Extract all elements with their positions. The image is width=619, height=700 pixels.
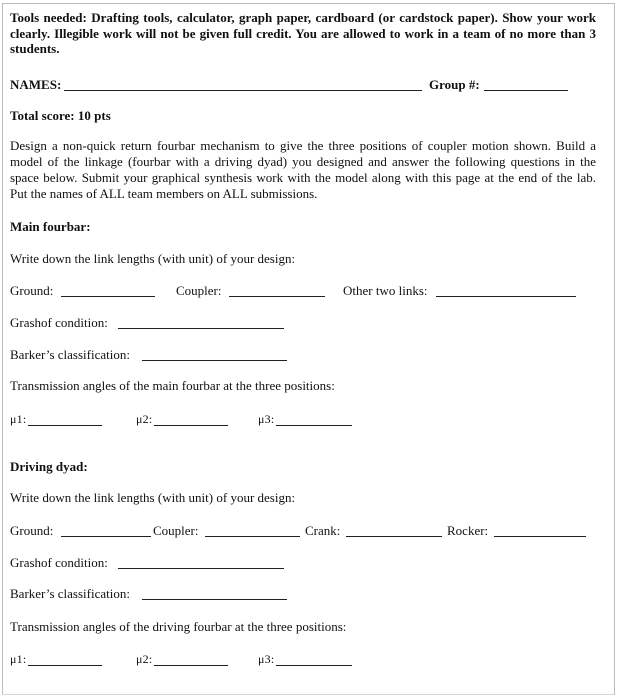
main-transmission-prompt: Transmission angles of the main fourbar at the three positions:: [10, 378, 335, 393]
main-grashof-field[interactable]: [118, 316, 284, 329]
total-score: Total score: 10 pts: [10, 108, 111, 123]
main-mu2-label: μ2:: [136, 412, 153, 426]
driving-dyad-heading: Driving dyad:: [10, 459, 88, 474]
dyad-barker-field[interactable]: [142, 587, 287, 600]
dyad-mu1-label: μ1:: [10, 652, 27, 666]
group-number-field[interactable]: [484, 78, 568, 91]
dyad-barker-label: Barker’s classification:: [10, 586, 130, 601]
dyad-grashof-label: Grashof condition:: [10, 555, 108, 570]
names-field[interactable]: [64, 78, 422, 91]
dyad-mu2-label: μ2:: [136, 652, 153, 666]
main-link-prompt: Write down the link lengths (with unit) of your design:: [10, 251, 296, 266]
dyad-grashof-field[interactable]: [118, 556, 284, 569]
main-coupler-field[interactable]: [229, 284, 325, 297]
main-barker-field[interactable]: [142, 348, 287, 361]
instructions-paragraph: Design a non-quick return fourbar mechanism to give the three positions of coupler motion shown. Build a model of the linkage (fourbar with a driving dyad) you designed and answer the following questions in the space below. Submit your graphical synthesis work with the model along with this page at the end of the lab. Put the names of ALL team members on ALL submissions.: [10, 138, 596, 201]
dyad-mu1-field[interactable]: [28, 653, 102, 666]
tools-needed-text: Tools needed: Drafting tools, calculator, graph paper, cardboard (or cardstock paper). Show your work clearly. Illegible work will not be given full credit. You are allowed to work in a team of no more than 3 students.: [10, 10, 596, 56]
dyad-ground-label: Ground:: [10, 523, 54, 538]
dyad-mu3-field[interactable]: [276, 653, 352, 666]
main-barker-label: Barker’s classification:: [10, 347, 130, 362]
dyad-mu2-field[interactable]: [154, 653, 228, 666]
dyad-ground-field[interactable]: [61, 524, 151, 537]
dyad-crank-label: Crank:: [305, 523, 341, 538]
main-ground-label: Ground:: [10, 283, 54, 298]
main-other-links-field[interactable]: [436, 284, 576, 297]
dyad-mu3-label: μ3:: [258, 652, 275, 666]
dyad-coupler-label: Coupler:: [153, 523, 199, 538]
main-mu1-label: μ1:: [10, 412, 27, 426]
dyad-rocker-label: Rocker:: [447, 523, 489, 538]
dyad-coupler-field[interactable]: [205, 524, 300, 537]
main-grashof-label: Grashof condition:: [10, 315, 108, 330]
dyad-rocker-field[interactable]: [494, 524, 586, 537]
dyad-crank-field[interactable]: [346, 524, 442, 537]
group-label: Group #:: [429, 77, 480, 92]
main-mu2-field[interactable]: [154, 413, 228, 426]
main-mu3-label: μ3:: [258, 412, 275, 426]
main-coupler-label: Coupler:: [176, 283, 222, 298]
main-mu1-field[interactable]: [28, 413, 102, 426]
main-fourbar-heading: Main fourbar:: [10, 219, 91, 234]
names-label: NAMES:: [10, 77, 62, 92]
dyad-link-prompt: Write down the link lengths (with unit) of your design:: [10, 490, 296, 505]
main-ground-field[interactable]: [61, 284, 155, 297]
main-other-links-label: Other two links:: [343, 283, 428, 298]
main-mu3-field[interactable]: [276, 413, 352, 426]
dyad-transmission-prompt: Transmission angles of the driving fourbar at the three positions:: [10, 619, 347, 634]
